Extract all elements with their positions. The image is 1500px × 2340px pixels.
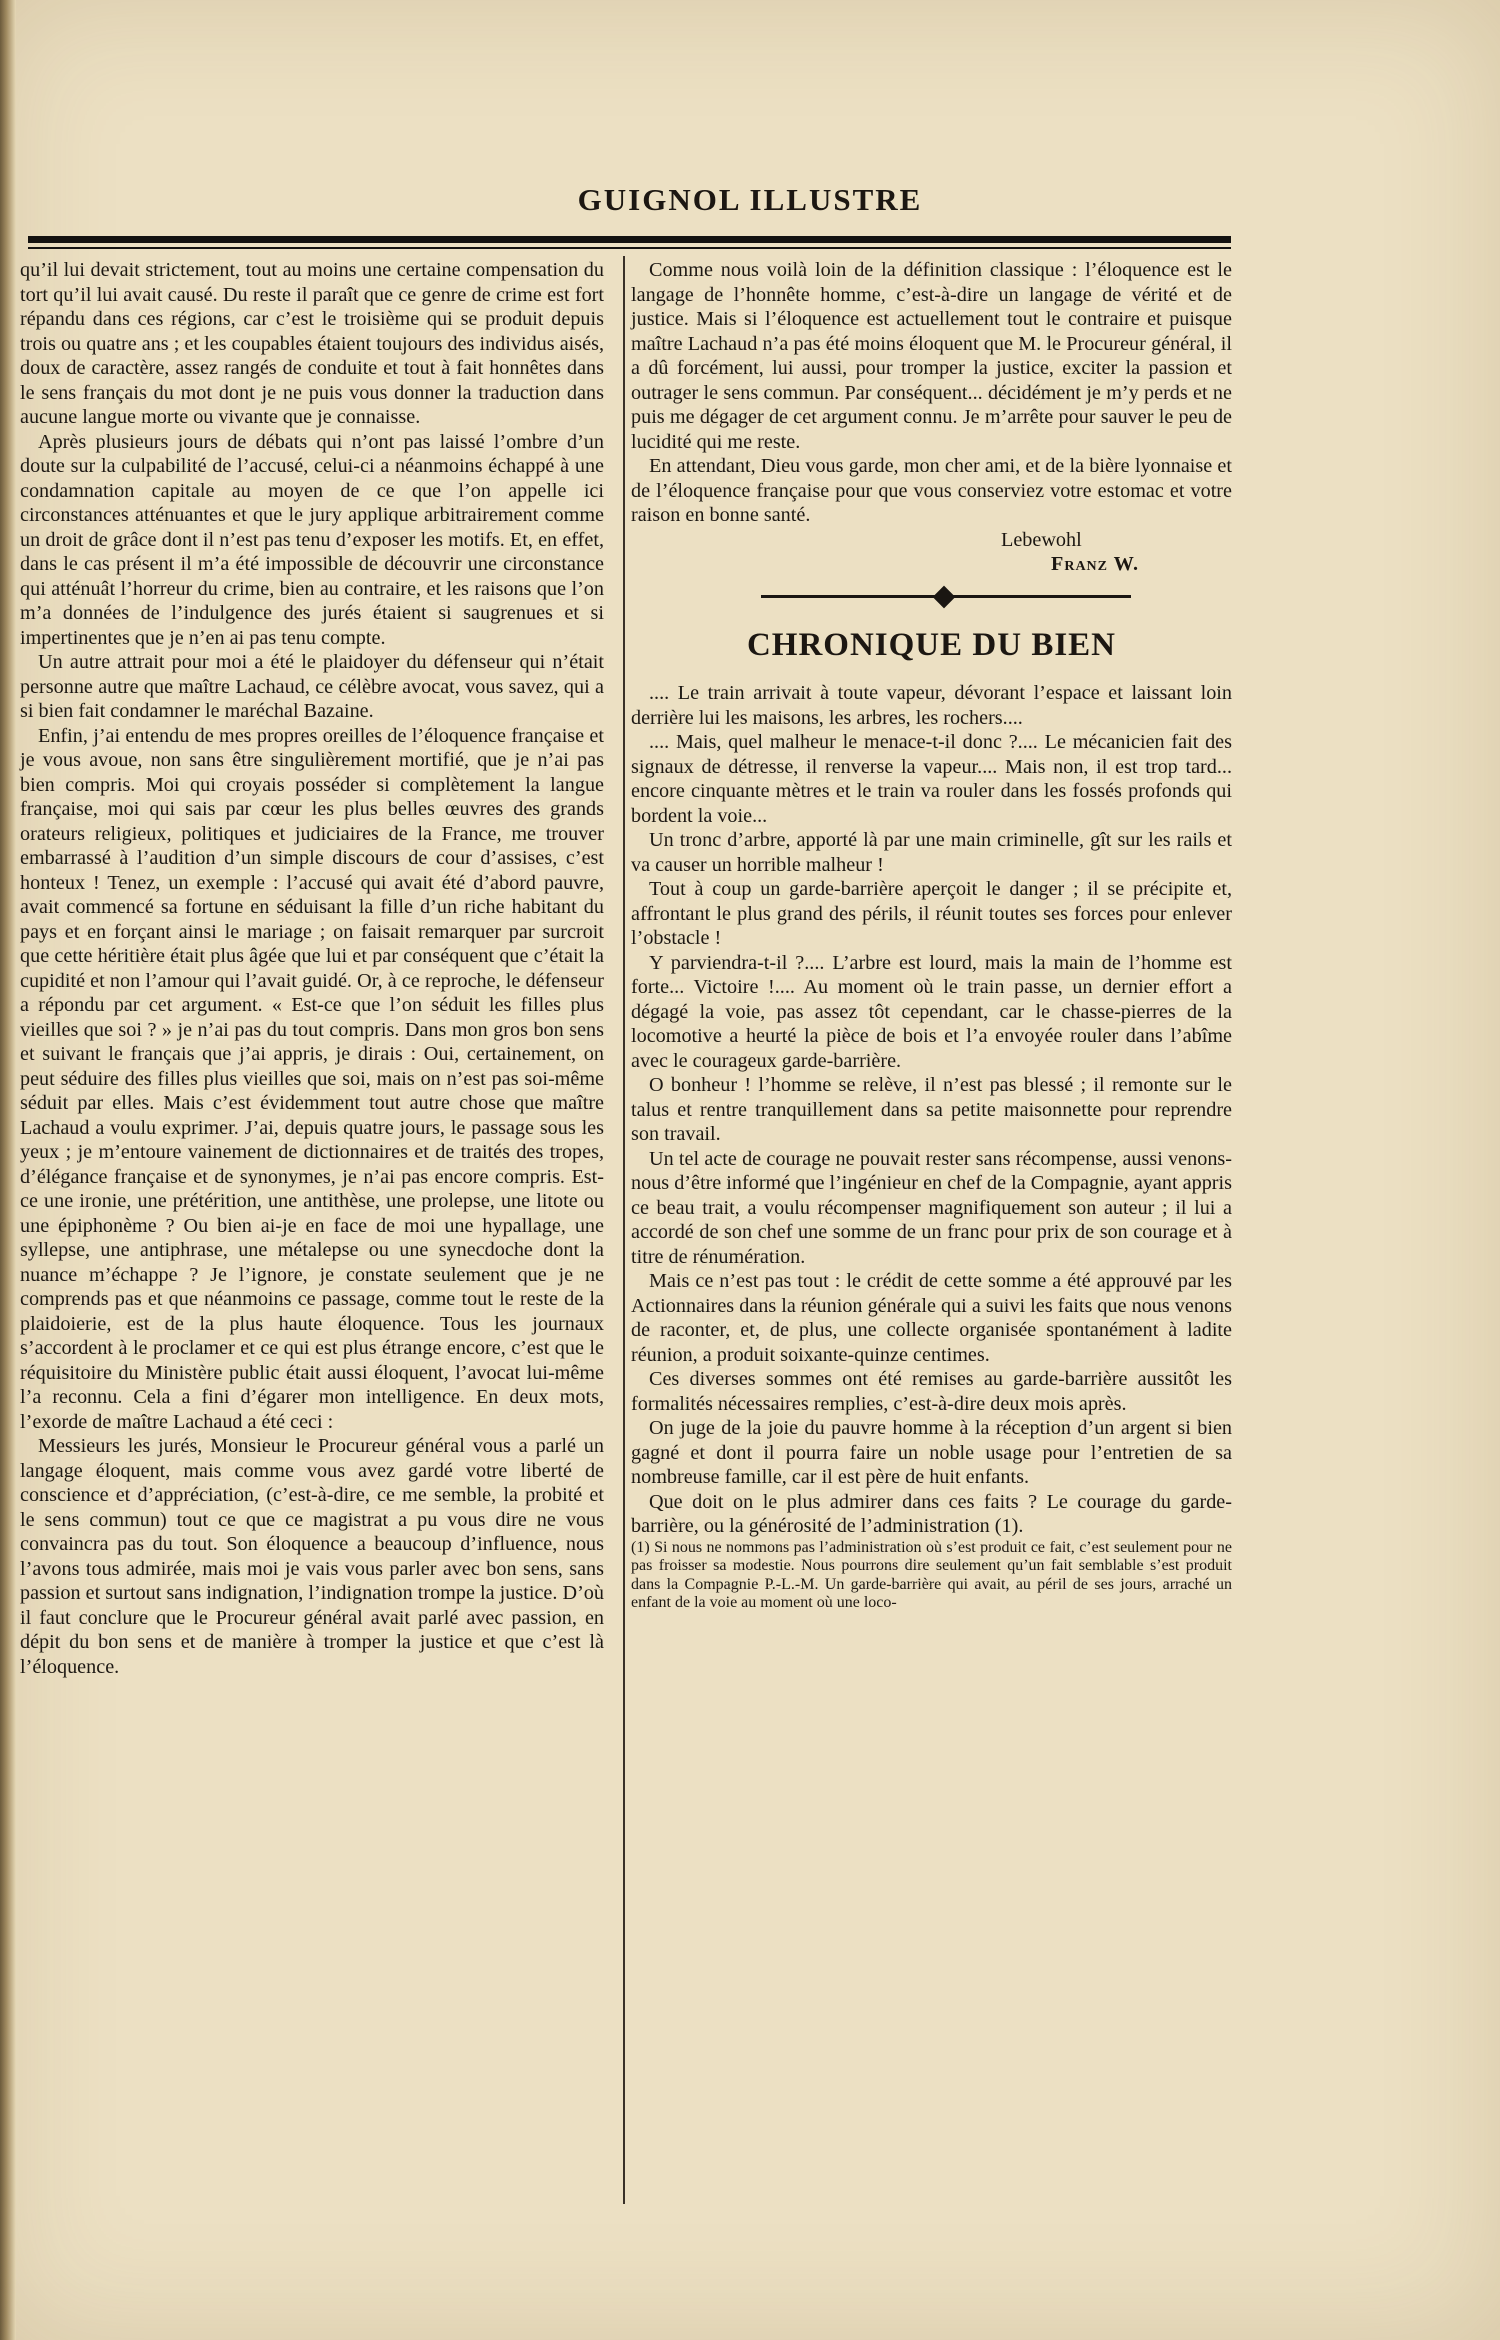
paragraph: Après plusieurs jours de débats qui n’ont pas laissé l’ombre d’un doute sur la culpabilité de l’accusé, celui-ci a néanmoins échappé à une condamnation capitale au moyen de ce que l’on appelle ici circonstances atténuantes et que le jury applique arbitrairement comme un droit de grâce dont il n’est pas tenu d’exposer les motifs. Et, en effet, dans le cas présent il m’a été impossible de découvrir une circonstance qui atténuât l’horreur du crime, bien au contraire, et les raisons que l’on m’a données de l’indulgence des jurés étaient si saugrenues et si impertinentes que je n’en ai pas tenu compte. <box>20 430 604 649</box>
paragraph: Messieurs les jurés, Monsieur le Procureur général vous a parlé un langage éloquent, mais comme vous avez gardé votre liberté de conscience et d’appréciation, (c’est-à-dire, ce me semble, la probité et le sens commun) tout ce que ce magistrat a pu vous dire ne vous convaincra pas du tout. Son éloquence a beaucoup d’influence, nous l’avons tous admirée, mais moi je vais vous parler avec bon sens, sans passion et surtout sans indignation, l’indignation trompe la justice. D’où il faut conclure que le Procureur général avait parlé avec passion, en dépit du bon sens et de manière à tromper la justice et que c’est là l’éloquence. <box>20 1435 604 1678</box>
footnote: (1) Si nous ne nommons pas l’administration où s’est produit ce fait, c’est seulement pour ne pas froisser sa modestie. Nous pourrons dire seulement qu’un fait semblable s’est produit dans la Compagnie P.-L.-M. Un garde-barrière qui avait, au péril de ses jours, arraché un enfant de la voie au moment où une loco- <box>631 1538 1232 1611</box>
right-column <box>631 258 1232 1613</box>
left-column <box>20 258 604 1679</box>
masthead: GUIGNOL ILLUSTRE <box>577 182 923 217</box>
paragraph: O bonheur ! l’homme se relève, il n’est pas blessé ; il remonte sur le talus et rentre tranquillement dans sa petite maisonnette pour reprendre son travail. <box>631 1074 1232 1145</box>
paragraph: Enfin, j’ai entendu de mes propres oreilles de l’éloquence française et je vous avoue, non sans être singulièrement mortifié, que je n’ai pas bien compris. Moi qui croyais posséder si complètement la langue française, moi qui sais par cœur les plus belles œuvres des grands orateurs religieux, politiques et judiciaires de la France, me trouver embarrassé à l’audition d’un simple discours de cour d’assises, c’est honteux ! Tenez, un exemple : l’accusé qui avait été d’abord pauvre, avait commencé sa fortune en séduisant la fille d’un riche habitant du pays et en forçant ainsi le mariage ; on faisait remarquer par surcroit que cette héritière était plus âgée que lui et par conséquent que c’était la cupidité et non l’amour qui l’avait guidé. Or, à ce reproche, le défenseur a répondu par cet argument. « Est-ce que l’on séduit les filles plus vieilles que soi ? » je n’ai pas du tout compris. Dans mon gros bon sens et suivant le français que j’ai appris, je dirais : Oui, certainement, on peut séduire des filles plus vieilles que soi, mais on n’est pas soi-même séduit par elles. Mais c’est évidemment tout autre chose que maître Lachaud a voulu exprimer. J’ai, depuis quatre jours, le passage sous les yeux ; je m’entoure vainement de dictionnaires et de traités des tropes, d’élégance française et de synonymes, je n’ai pas encore compris. Est-ce une ironie, une prétérition, une antithèse, une prolepse, une litote ou une épiphonème ? Ou bien ai-je en face de moi une hypallage, une syllepse, une antiphrase, une métalepse ou une synecdoche dont la nuance m’échappe ? Je l’ignore, je constate seulement que je ne comprends pas et que néanmoins ce passage, comme tout le reste de la plaidoierie, est de la plus haute éloquence. Tous les journaux s’accordent à le proclamer et ce qui est plus étrange encore, c’est que le réquisitoire du Ministère public était aussi éloquent, l’avocat lui-même l’a reconnu. Cela a fini d’égarer mon intelligence. En deux mots, l’exorde de maître Lachaud a été ceci : <box>20 724 604 1433</box>
column-divider <box>623 256 625 2204</box>
masthead-rule-thick <box>28 236 1231 243</box>
paragraph: Un autre attrait pour moi a été le plaidoyer du défenseur qui n’était personne autre que maître Lachaud, ce célèbre avocat, vous savez, qui a si bien fait condamner le maréchal Bazaine. <box>20 651 604 722</box>
section-ornament <box>631 577 1232 619</box>
paragraph: Tout à coup un garde-barrière aperçoit le danger ; il se précipite et, affrontant le plus grand des périls, il réunit toutes ses forces pour enlever l’obstacle ! <box>631 878 1232 949</box>
paragraph: En attendant, Dieu vous garde, mon cher ami, et de la bière lyonnaise et de l’éloquence française pour que vous conserviez votre estomac et votre raison en bonne santé. <box>631 455 1232 526</box>
page-binding-edge <box>0 0 16 2340</box>
paragraph: .... Le train arrivait à toute vapeur, dévorant l’espace et laissant loin derrière lui les maisons, les arbres, les rochers.... <box>631 682 1232 729</box>
paragraph: On juge de la joie du pauvre homme à la réception d’un argent si bien gagné et dont il pourra faire un noble usage pour l’entretien de sa nombreuse famille, car il est père de huit enfants. <box>631 1417 1232 1488</box>
section-title: CHRONIQUE DU BIEN <box>746 626 1117 663</box>
paragraph: Mais ce n’est pas tout : le crédit de cette somme a été approuvé par les Actionnaires dans la réunion générale qui a suivi les faits que nous venons de raconter, et, de plus, une collecte organisée spontanément à ladite réunion, a produit soixante-quinze centimes. <box>631 1270 1232 1366</box>
paragraph: qu’il lui devait strictement, tout au moins une certaine compensation du tort qu’il lui avait causé. Du reste il paraît que ce genre de crime est fort répandu dans ces régions, car c’est le troisième qui se produit depuis trois ou quatre ans ; et les coupables étaient toujours des individus aisés, doux de caractère, assez rangés de conduite et tout à fait honnêtes dans le sens français du mot dont je ne puis vous donner la traduction dans aucune langue morte ou vivante que je connaisse. <box>20 259 604 428</box>
paragraph: Un tel acte de courage ne pouvait rester sans récompense, aussi venons-nous d’être informé que l’ingénieur en chef de la Compagnie, ayant appris ce beau trait, a voulu récompenser magnifiquement son auteur ; il lui a accordé de son chef une somme de un franc pour prix de son courage et à titre de rénumération. <box>631 1147 1232 1268</box>
paragraph: .... Mais, quel malheur le menace-t-il donc ?.... Le mécanicien fait des signaux de détresse, il renverse la vapeur.... Mais non, il est trop tard... encore cinquante mètres et le train va rouler dans les fossés profonds qui bordent la voie... <box>631 731 1232 827</box>
paragraph: Que doit on le plus admirer dans ces faits ? Le courage du garde-barrière, ou la générosité de l’administration (1). <box>631 1490 1232 1537</box>
ornament-diamond-icon <box>933 585 956 608</box>
masthead-rule-thin <box>28 247 1231 249</box>
paragraph: Ces diverses sommes ont été remises au garde-barrière aussitôt les formalités nécessaires remplies, c’est-à-dire deux mois après. <box>631 1368 1232 1415</box>
signature-farewell: Lebewohl <box>1001 528 1082 551</box>
paragraph: Comme nous voilà loin de la définition classique : l’éloquence est le langage de l’honnête homme, c’est-à-dire un langage de vérité et de justice. Mais si l’éloquence est actuellement tout le contraire et puisque maître Lachaud n’a pas été moins éloquent que M. le Procureur général, il a dû forcément, lui aussi, pour tromper la justice, exciter la passion et outrager le sens commun. Par conséquent... décidément je m’y perds et ne puis me dégager de cet argument connu. Je m’arrête pour sauver le peu de lucidité qui me reste. <box>631 259 1232 453</box>
paragraph: Un tronc d’arbre, apporté là par une main criminelle, gît sur les rails et va causer un horrible malheur ! <box>631 829 1232 876</box>
paragraph: Y parviendra-t-il ?.... L’arbre est lourd, mais la main de l’homme est forte... Victoire !.... Au moment où le train passe, un dernier effort a dégagé la voie, pas assez tôt cependant, car le chasse-pierres de la locomotive a heurté la pièce de bois et l’a envoyée rouler dans l’abîme avec le courageux garde-barrière. <box>631 951 1232 1072</box>
signature-name: Franz W. <box>1051 553 1140 575</box>
